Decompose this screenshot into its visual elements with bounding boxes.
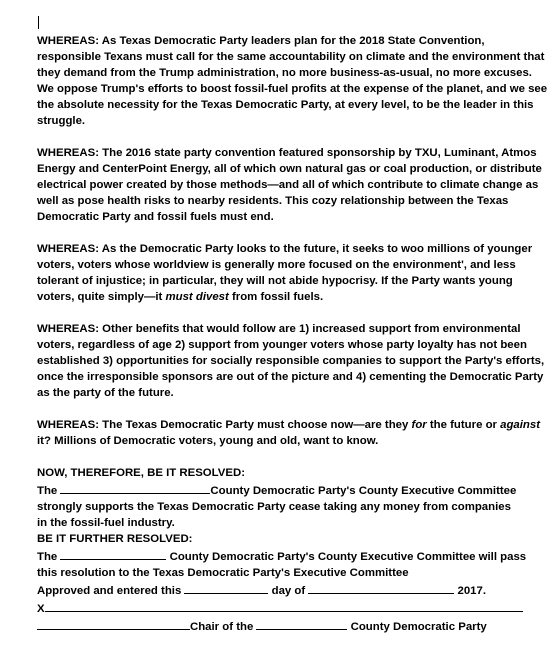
- year-text: 2017.: [454, 585, 487, 597]
- day-of-text: day of: [268, 585, 309, 597]
- resolved-line-4-text: County Democratic Party's County Executive Committee will pass: [166, 551, 527, 563]
- whereas-5-emphasis-against: against: [500, 419, 541, 431]
- whereas-paragraph-1: [37, 33, 551, 129]
- approved-text: Approved and entered this: [37, 585, 185, 597]
- resolved-line-5: this resolution to the Texas Democratic Party's Executive Committee: [37, 567, 409, 579]
- county-name-blank-3[interactable]: [256, 617, 347, 630]
- chair-name-blank[interactable]: [37, 617, 190, 630]
- resolved-the-1: The: [37, 485, 61, 497]
- county-name-blank-2[interactable]: [60, 547, 166, 560]
- resolved-line-1-text: County Democratic Party's County Executive Committee: [210, 485, 517, 497]
- county-name-blank-1[interactable]: [60, 481, 210, 494]
- whereas-2-text: WHEREAS: The 2016 state party convention featured sponsorship by TXU, Luminant, Atmos Energy and CenterPoint Energy, all of which own natural gas or coal production, or distribute electrical power created by those methods—and all of which contribute to climate change as well as pose health risks to nearby residents. This cozy relationship between the Texas Democratic Party and fossil fuels must end.: [37, 147, 542, 223]
- resolved-heading: NOW, THEREFORE, BE IT RESOLVED:: [37, 467, 245, 479]
- resolved-line-4: [37, 547, 551, 565]
- resolved-the-2: The: [37, 551, 61, 563]
- resolved-line-3: in the fossil-fuel industry.: [37, 517, 175, 529]
- chair-of-text: Chair of the: [190, 621, 257, 633]
- resolved-line-2: strongly supports the Texas Democratic Party cease taking any money from companies: [37, 501, 511, 513]
- whereas-5-text-c: it? Millions of Democratic voters, young and old, want to know.: [37, 435, 379, 447]
- day-blank[interactable]: [184, 581, 268, 594]
- whereas-1-text: WHEREAS: As Texas Democratic Party leaders plan for the 2018 State Convention, responsible Texans must call for the same accountability on climate and the environment that they demand from the Trump administration, no more business-as-usual, no more excuses. We oppose Trump's efforts to boost fossil-fuel profits at the expense of the planet, and we see the absolute necessity for the Texas Democratic Party, at every level, to be the leader in this struggle.: [37, 35, 548, 127]
- whereas-3-text-end: from fossil fuels.: [228, 291, 324, 303]
- whereas-5-emphasis-for: for: [411, 419, 427, 431]
- resolved-line-1: [37, 481, 551, 499]
- whereas-5-text-b: the future or: [426, 419, 501, 431]
- chair-line: [37, 617, 551, 635]
- month-blank[interactable]: [308, 581, 454, 594]
- whereas-paragraph-5: [37, 417, 551, 449]
- whereas-3-emphasis: must divest: [165, 291, 229, 303]
- whereas-4-text: WHEREAS: Other benefits that would follow are 1) increased support from environmental voters, regardless of age 2) support from younger voters whose party loyalty has not been established 3) opportunities for socially responsible companies to support the Party's efforts, once the irresponsible sponsors are out of the picture and 4) cementing the Democratic Party as the party of the future.: [37, 323, 545, 399]
- whereas-paragraph-3: [37, 241, 551, 305]
- further-resolved-heading: BE IT FURTHER RESOLVED:: [37, 533, 193, 545]
- signature-blank[interactable]: [45, 599, 523, 612]
- whereas-3-text: WHEREAS: As the Democratic Party looks to the future, it seeks to woo millions of younger voters, voters whose worldview is generally more focused on the environment', and less tolerant of injustice; in particular, they will not abide hypocrisy. If the Party wants young voters, quite simply—it: [37, 243, 533, 303]
- signature-line: [37, 599, 551, 617]
- whereas-paragraph-2: [37, 145, 551, 225]
- approved-line: [37, 581, 551, 599]
- whereas-paragraph-4: [37, 321, 551, 401]
- county-party-text: County Democratic Party: [347, 621, 487, 633]
- resolution-document: [37, 33, 551, 635]
- whereas-5-text-a: WHEREAS: The Texas Democratic Party must choose now—are they: [37, 419, 412, 431]
- signature-x: X: [37, 603, 45, 615]
- text-cursor: [38, 16, 39, 29]
